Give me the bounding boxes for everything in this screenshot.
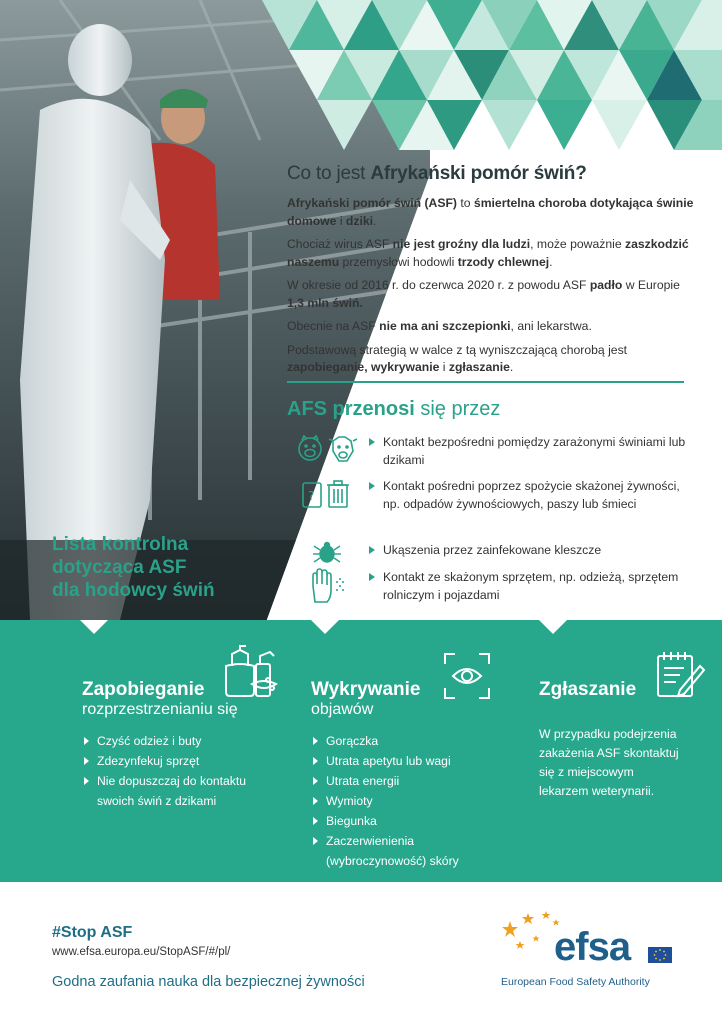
website-link[interactable]: www.efsa.europa.eu/StopASF/#/pl/	[52, 946, 231, 958]
info-paragraphs	[287, 195, 697, 377]
transmission-section	[287, 398, 697, 433]
info-paragraph: Afrykański pomór świń (ASF) to śmiertelna choroba dotykająca świnie domowe i dziki.	[287, 196, 694, 228]
transmission-item-text: Kontakt pośredni poprzez spożycie skażonej żywności, np. odpadów żywnościowych, paszy lub śmieci	[367, 477, 687, 513]
list-item: Zdezynfekuj sprzęt	[82, 751, 302, 771]
detection-column	[311, 679, 521, 871]
checklist-title	[52, 533, 272, 602]
info-paragraph: Chociaż wirus ASF nie jest groźny dla ludzi, może poważnie zaszkodzić naszemu przemysłowi hodowli trzody chlewnej.	[287, 237, 689, 269]
checklist-title-line: dotycząca ASF	[52, 557, 187, 578]
prevention-list	[82, 731, 302, 811]
transmission-item-text: Kontakt bezpośredni pomiędzy zarażonymi świniami lub dzikami	[367, 433, 687, 469]
detection-subtitle: objawów	[311, 701, 374, 718]
transmission-item	[287, 477, 687, 513]
efsa-logo-subtitle: European Food Safety Authority	[501, 976, 650, 988]
reporting-text: W przypadku podejrzenia zakażenia ASF skontaktuj się z miejscowym lekarzem weterynarii.	[539, 727, 679, 798]
checklist-title-line: dla hodowcy świń	[52, 580, 215, 601]
reporting-title: Zgłaszanie	[539, 679, 637, 700]
food-waste-bin-icon	[287, 477, 367, 511]
asf-info-section	[287, 163, 697, 383]
triangle-pattern	[262, 0, 722, 150]
tick-icon	[287, 541, 367, 565]
transmission-item-text: Ukąszenia przez zainfekowane kleszcze	[367, 541, 687, 559]
section-divider	[287, 381, 684, 383]
list-item: Nie dopuszczaj do kontaktu swoich świń z dzikami	[82, 771, 272, 811]
hand-spray-icon	[287, 568, 367, 604]
list-item: Utrata apetytu lub wagi	[311, 751, 521, 771]
list-item: Zaczerwienienia (wybroczynowość) skóry	[311, 831, 486, 871]
pig-boar-icon	[287, 433, 367, 465]
reporting-column	[539, 679, 699, 801]
checklist-title-line: Lista kontrolna	[52, 534, 189, 555]
list-item: Wymioty	[311, 791, 521, 811]
list-item: Biegunka	[311, 811, 521, 831]
svg-text:?: ?	[308, 489, 315, 503]
prevention-subtitle: rozprzestrzenianiu się	[82, 701, 238, 718]
transmission-item	[287, 433, 687, 469]
slogan: Godna zaufania nauka dla bezpiecznej żywności	[52, 974, 365, 990]
list-item: Czyść odzież i buty	[82, 731, 302, 751]
transmission-title: AFS przenosi się przez	[287, 398, 501, 420]
prevention-title: Zapobieganie	[82, 679, 205, 700]
detection-title: Wykrywanie	[311, 679, 421, 700]
info-paragraph: Podstawową strategią w walce z tą wyniszczającą chorobą jest zapobieganie, wykrywanie i zgłaszanie.	[287, 342, 628, 374]
info-paragraph: Obecnie na ASF nie ma ani szczepionki, ani lekarstwa.	[287, 319, 592, 333]
transmission-item-text: Kontakt ze skażonym sprzętem, np. odzieżą, sprzętem rolniczym i pojazdami	[367, 568, 687, 604]
band-notch	[539, 620, 567, 634]
hashtag: #Stop ASF	[52, 924, 133, 941]
list-item: Utrata energii	[311, 771, 521, 791]
list-item: Gorączka	[311, 731, 521, 751]
prevention-column	[82, 679, 302, 811]
info-paragraph: W okresie od 2016 r. do czerwca 2020 r. z powodu ASF padło w Europie 1,3 mln świń.	[287, 278, 680, 310]
transmission-item	[287, 568, 687, 604]
band-notch	[80, 620, 108, 634]
info-title: Co to jest Afrykański pomór świń?	[287, 163, 587, 184]
transmission-item	[287, 541, 687, 565]
band-notch	[311, 620, 339, 634]
efsa-logo-wordmark: efsa	[554, 925, 631, 969]
detection-list	[311, 731, 521, 871]
